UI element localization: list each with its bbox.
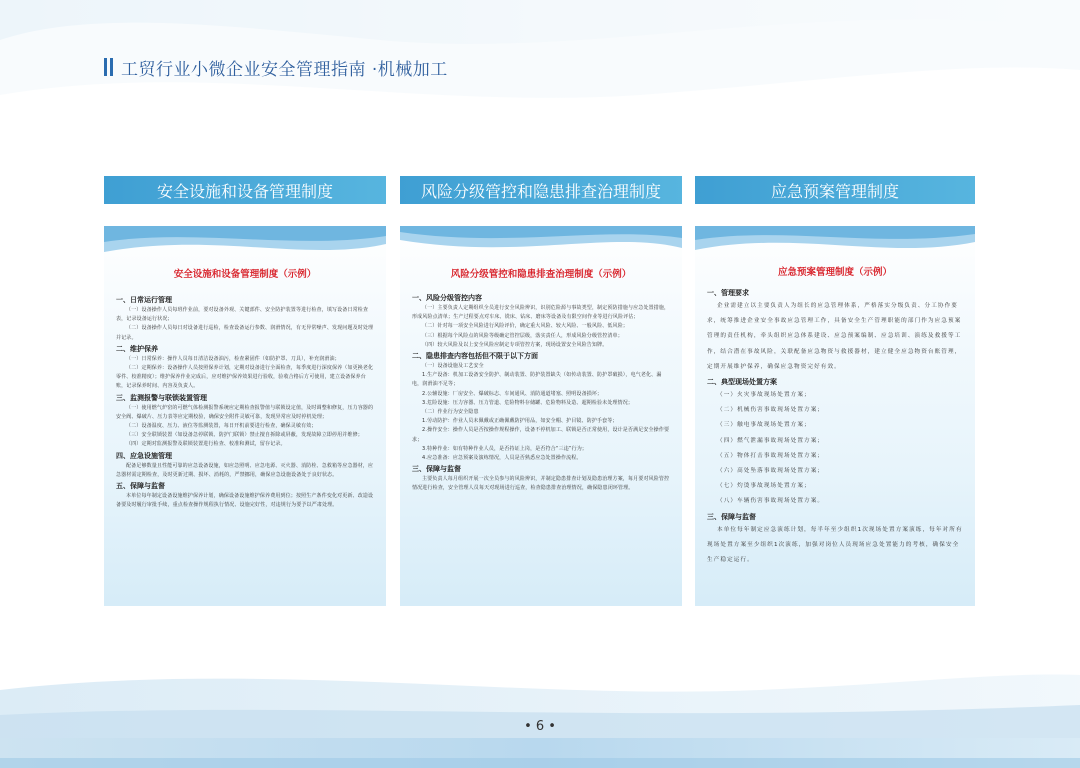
panel-body [412,292,670,494]
panel-title: 应急预案管理制度（示例） [777,267,892,278]
header-bar-icon [110,58,113,76]
paragraph: 2.操作安全：操作人员是否按操作规程操作，设备不停机加工、联锁是否正常使用，设计是否满足安全操作要求； [412,427,670,443]
paragraph: （一）设备设施及工艺安全 [422,363,484,370]
paragraph: 本单位每年制定设备设施维护保养计划，确保设备设施维护保养费用到位；按照生产条件变化对更新、改造设备要及时履行审批手续，重点检查操作规程执行情况、设施完好性，对违规行为要予以严肃处理。 [116,493,374,509]
section-heading: 二、隐患排查内容包括但不限于以下方面 [412,352,538,361]
paragraph: （四）燃气泄漏事故现场处置方案； [717,437,825,444]
paragraph: 2.公辅设施：厂房安全、爆破标志、车间通风、消防通道堵塞、照明设备损坏； [422,390,603,397]
panel-title: 安全设施和设备管理制度（示例） [173,269,317,280]
paragraph: 3.特种作业：如有特种作业人员，是否持证上岗，是否符合“三违”行为； [422,445,588,452]
section-heading: 三、保障与监督 [707,512,756,521]
panel-body [707,286,963,568]
section-heading: 二、维护保养 [116,344,158,353]
section-heading: 三、监测报警与联锁装置管理 [116,393,207,402]
section-heading: 四、应急设施管理 [116,451,172,460]
paragraph: （一）设备操作人员每班作业前，要对设备外观、关键部件、安全防护装置等进行检查，填写设备日常检查表，记录设备运行状况； [116,307,369,323]
paragraph: （二）针对每一项安全风险进行风险评价，确定重大风险、较大风险、一般风险、低风险； [422,323,629,330]
paragraph: （三）触电事故现场处置方案； [717,422,811,429]
paragraph: 4.应急准备：应急预案及演练情况，人员是否熟悉应急处置操作流程。 [422,455,582,462]
paragraph: （三）根据每个风险点的风险等级确定管控层级，落实责任人，形成风险分级管控清单； [422,332,623,339]
paragraph: 企业需建立以主要负责人为组长的应急管理体系，严格落实分级负责、分工协作要求，统筹推进企业安全事故应急管理工作，具备安全生产管理职能的部门作为应急预案管理的责任机构，牵头组织应急体系建设、应急预案编制、应急培训、演练及救援等工作，结合潜在事故风险，关联配备应急物资与救援器材，建立健全应急物资台账管理，定期开展维护保养，确保应急物资完好有效。 [707,303,962,370]
paragraph: （二）作业行为安全隐患 [422,409,479,416]
paragraph: （三）安全联锁装置（如设备急停联锁、防护门联锁）禁止擅自拆除或屏蔽，发现故障立即停用并维修； [126,432,363,439]
paragraph: （一）日常保养：操作人员每日清洁设备油污，检查紧固件（如防护罩、刀具），补充润滑油； [126,355,340,362]
paragraph: （二）设备温度、压力、液位等监测装置，每日开机前要进行检查，确保灵敏有效； [126,423,317,430]
document-panel-risk [400,226,682,606]
paragraph: （四）定期对监测报警及联锁装置进行检查、校准和测试，留存记录。 [126,441,286,448]
section-heading: 一、日常运行管理 [116,296,172,304]
paragraph: （四）较大风险及以上安全风险应制定专项管控方案，现场设置安全风险告知牌。 [422,341,608,348]
paragraph: 主要负责人每月组织开展一次全员参与的风险辨识，并制定隐患排查计划及隐患治理方案，每月要对风险管控情况进行检查，安全管理人员每天对现场进行巡查，检查隐患排查治理情况，确保隐患闭环管理。 [412,476,670,492]
page-header [104,54,448,80]
section-heading: 二、典型现场处置方案 [707,378,777,387]
footer-strip-graphic [0,738,1080,768]
paragraph: 1.生产设备：机加工设备安全防护、制动装置、防护装置缺失（如传动装置、防护罩破损），电气老化、漏电，润滑油不足等； [412,372,662,388]
document-panel-equipment [104,226,386,606]
column-header-risk: 风险分级管控和隐患排查治理制度 [400,176,682,204]
paragraph: （二）定期保养：设备操作人员按照保养计划，定期对设备进行全面检查，每季度进行深度保养（如更换老化零件、校准精度）；维护保养作业完成后，应对维护保养效果进行验收，验收合格后方可使用，建立设备保养台账，记录保养时间、内容及负责人。 [116,365,374,390]
document-panel-emergency [695,226,975,606]
section-heading: 三、保障与监督 [412,465,461,474]
paragraph: （二）机械伤害事故现场处置方案； [717,407,825,414]
page-title: 工贸行业小微企业安全管理指南 ·机械加工 [121,59,448,80]
paragraph: （一）火灾事故现场处置方案； [717,392,811,399]
paragraph: （五）物体打击事故现场处置方案； [717,452,825,459]
paragraph: （一）使用燃气炉窑的可燃气体检测报警系统应定期检查报警值与联锁设定值，及时调整和修复，压力容器的安全阀、爆破片、压力表等应定期校验，确保安全附件灵敏可靠，发现异常应及时停机处理； [116,404,374,420]
page-number: • 6 • [524,719,556,734]
paragraph: （一）主要负责人定期组织全员进行安全风险辨识，识别危险源与事故类型，制定预防措施与应急处置措施，形成风险点清单；生产过程要点对车床、铣床、钻床、磨床等设备及有限空间作业等进行风险评估； [412,305,670,321]
paragraph: （二）设备操作人员每日对设备进行巡检，检查设备运行参数、润滑情况，有无异常噪声、发现问题及时处理并记录。 [116,325,374,341]
section-heading: 五、保障与监督 [116,482,165,491]
panel-body [116,294,374,510]
paragraph: 本单位每年制定应急演练计划，每半年至少组织1次现场处置方案演练，每年对所有现场处置方案至少组织1次演练，加强对岗位人员现场应急处置能力的考核，确保安全生产稳定运行。 [707,526,963,564]
paragraph: 3.危险设施：压力容器、压力管道、危险物料存储罐、危险物料及造、超期检验未处理情况； [422,399,634,406]
paragraph: （七）灼烫事故现场处置方案； [717,483,811,490]
column-header-equipment: 安全设施和设备管理制度 [104,176,386,204]
section-heading: 一、管理要求 [707,289,749,297]
section-heading: 一、风险分级管控内容 [412,294,482,302]
header-bar-icon [104,58,107,76]
paragraph: （八）车辆伤害事故现场处置方案。 [717,498,825,505]
paragraph: 1.劳动防护：作业人员未佩戴或正确佩戴防护用品，如安全帽、护目镜、防护手套等； [422,418,618,425]
panel-title: 风险分级管控和隐患排查治理制度（示例） [450,269,632,280]
column-header-emergency: 应急预案管理制度 [695,176,975,204]
paragraph: 配备足够数量且性能可靠的应急设备设施，如应急照明、应急电源、灭火器、消防栓、急救箱等应急器材，应急器材需定期检查，及时更新过期、损坏、消耗的，严禁挪用，确保应急设施设备处于良好状态。 [116,462,374,478]
paragraph: （六）高处坠落事故现场处置方案； [717,468,825,475]
